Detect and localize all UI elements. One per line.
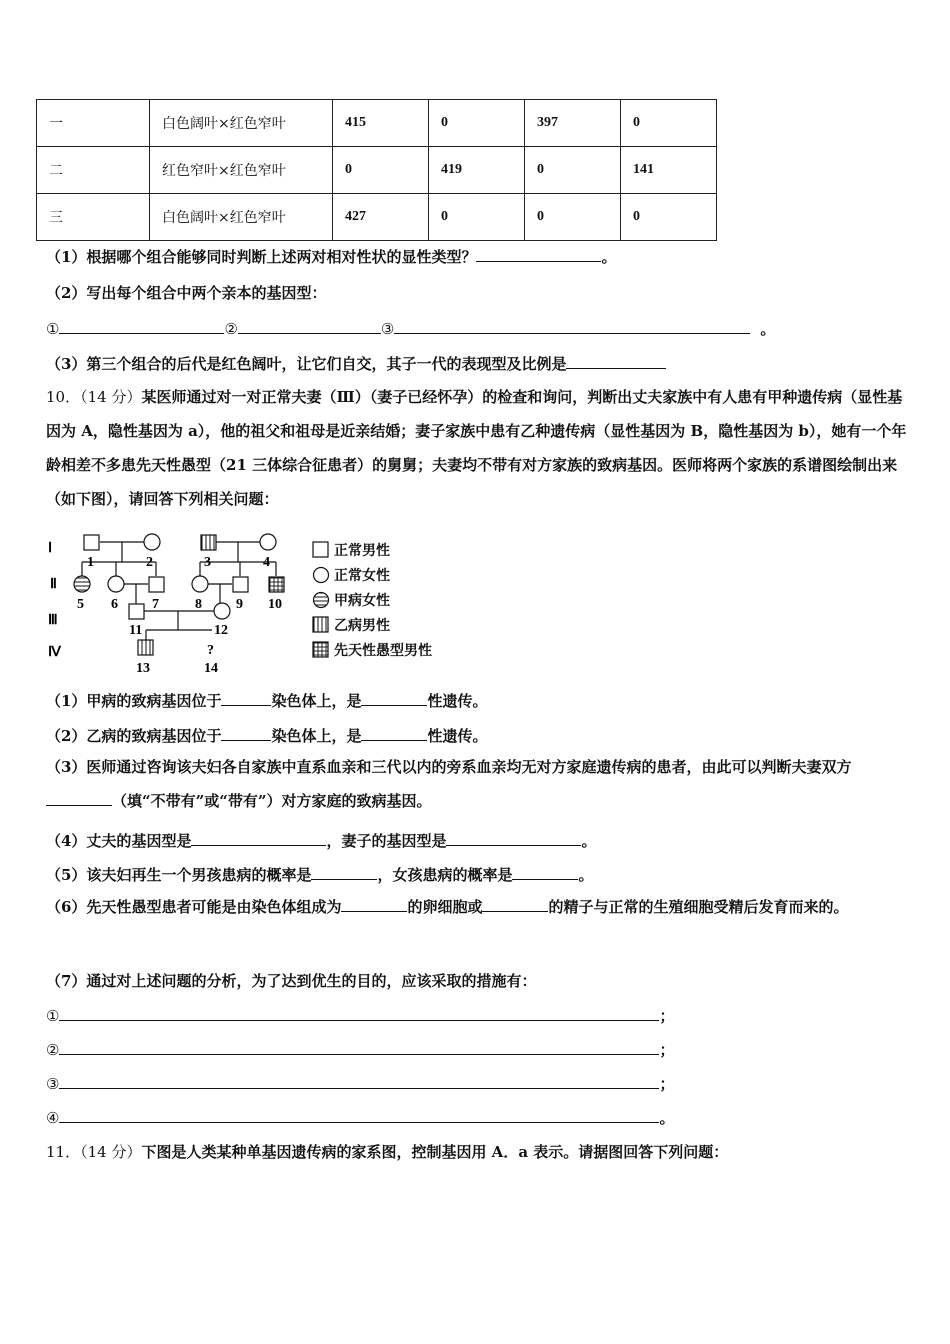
table-cell: 一 (37, 100, 150, 147)
pedigree-id: 6 (111, 597, 118, 612)
question-text: 某医师通过对一对正常夫妻（Ⅲ）（妻子已经怀孕）的检查和询问，判断出丈夫家族中有人患有甲种遗传病（显性基因为 A，隐性基因为 a），他的祖父和祖母是近亲结婚；妻子家族中患有乙种遗传病（显性基因为 B，隐性基因为 b），她有一个年龄相差不多患先天性愚型（21 三体综合征患者）的舅舅；夫妻均不带有对方家族的致病基因。医师将两个家族的系谱图绘制出来（如下图），请回答下列相关问题： (46, 388, 907, 508)
question-text: 染色体上，是 (271, 692, 362, 710)
table-cell: 0 (621, 100, 717, 147)
normal-male-icon (312, 541, 330, 559)
legend-item (312, 587, 432, 612)
q10-part2 (46, 725, 487, 746)
answer-blank[interactable] (59, 1040, 659, 1055)
question-number: 10．（14 分） (46, 388, 142, 406)
table-row (37, 100, 717, 147)
disease-b-male-icon (312, 616, 330, 634)
pedigree-node-down-syndrome-male (269, 577, 284, 592)
answer-blank[interactable] (394, 319, 750, 334)
answer-blank[interactable] (191, 831, 326, 846)
pedigree-node-normal-female (144, 534, 160, 550)
q10-part5 (46, 864, 593, 885)
table-cell: 0 (621, 194, 717, 241)
table-cell: 415 (333, 100, 429, 147)
table-cell: 红色窄叶×红色窄叶 (150, 147, 333, 194)
question-text: 染色体上，是 (271, 727, 362, 745)
question-text: （2）乙病的致病基因位于 (46, 727, 222, 745)
marker: ② (46, 1041, 60, 1059)
generation-label: Ⅱ (50, 577, 57, 592)
generation-label: Ⅰ (48, 541, 53, 556)
question-text: （3）第三个组合的后代是红色阔叶，让它们自交，其子一代的表现型及比例是 (46, 355, 567, 373)
q9-genotype-blanks (46, 318, 775, 339)
pedigree-chart (44, 532, 304, 682)
legend-item (312, 537, 432, 562)
question-text: 。 (578, 866, 594, 884)
pedigree-id: 11 (129, 623, 143, 638)
pedigree-node-normal-male (149, 577, 164, 592)
answer-blank[interactable] (482, 897, 548, 912)
answer-blank[interactable] (446, 831, 581, 846)
question-text: 下图是人类某种单基因遗传病的家系图，控制基因用 A．a 表示。请据图回答下列问题： (141, 1143, 729, 1161)
table-cell: 419 (429, 147, 525, 194)
table-cell: 0 (333, 147, 429, 194)
pedigree-id: 13 (136, 661, 150, 676)
legend-label: 正常女性 (334, 567, 390, 584)
answer-blank[interactable] (361, 691, 427, 706)
table-cell: 0 (525, 194, 621, 241)
measure-line (46, 1073, 674, 1094)
pedigree-id: 10 (268, 597, 282, 612)
q9-part3 (46, 353, 666, 374)
table-cell: 0 (525, 147, 621, 194)
pedigree-unknown: ? (207, 643, 214, 658)
pedigree-id: 2 (146, 555, 153, 570)
pedigree-id: 9 (236, 597, 243, 612)
answer-blank[interactable] (238, 319, 381, 334)
q11-intro (46, 1141, 728, 1162)
question-text: 。 (581, 832, 597, 850)
marker: ③ (46, 1075, 60, 1093)
table-cell: 397 (525, 100, 621, 147)
pedigree-node-normal-male (84, 535, 99, 550)
pedigree-id: 3 (204, 555, 211, 570)
legend-label: 先天性愚型男性 (334, 642, 432, 659)
question-text: （填“不带有”或“带有”）对方家庭的致病基因。 (112, 792, 432, 810)
pedigree-node-husband (129, 604, 144, 619)
measure-line (46, 1005, 674, 1026)
disease-a-female-icon (312, 591, 330, 609)
marker: ③ (380, 320, 395, 338)
pedigree-id: 12 (214, 623, 228, 638)
punct: ； (659, 1007, 675, 1025)
punct: 。 (659, 1109, 675, 1127)
answer-blank[interactable] (361, 726, 427, 741)
table-row (37, 147, 717, 194)
answer-blank[interactable] (221, 726, 271, 741)
table-cell: 白色阔叶×红色窄叶 (150, 194, 333, 241)
generation-label: Ⅲ (48, 613, 58, 628)
question-text: （3）医师通过咨询该夫妇各自家族中直系血亲和三代以内的旁系血亲均无对方家庭遗传病的患者，由此可以判断夫妻双方 (46, 758, 852, 776)
answer-blank[interactable] (512, 865, 578, 880)
legend-label: 乙病男性 (334, 617, 390, 634)
question-text: 性遗传。 (427, 727, 488, 745)
pedigree-node-normal-female (260, 534, 276, 550)
question-text: 性遗传。 (427, 692, 488, 710)
pedigree-id: 4 (263, 555, 270, 570)
q10-part7 (46, 970, 536, 991)
answer-blank[interactable] (476, 247, 601, 262)
question-text: ，女孩患病的概率是 (377, 866, 513, 884)
table-cell: 141 (621, 147, 717, 194)
q10-part4 (46, 830, 596, 851)
table-row (37, 194, 717, 241)
legend-item (312, 612, 432, 637)
pedigree-node-diseaseB-male (201, 535, 216, 550)
measure-line (46, 1107, 674, 1128)
question-text: （1）甲病的致病基因位于 (46, 692, 222, 710)
answer-blank[interactable] (59, 1108, 659, 1123)
marker: ① (46, 1007, 60, 1025)
question-text: （6）先天性愚型患者可能是由染色体组成为 (46, 898, 342, 916)
measure-line (46, 1039, 674, 1060)
legend-label: 甲病女性 (334, 592, 390, 609)
generation-label: Ⅳ (48, 645, 61, 660)
answer-blank[interactable] (566, 354, 666, 369)
legend-item (312, 637, 432, 662)
punct: 。 (760, 320, 776, 338)
pedigree-node-normal-male (233, 577, 248, 592)
legend-item (312, 562, 432, 587)
pedigree-node-diseaseA-female (74, 576, 90, 592)
question-text: （5）该夫妇再生一个男孩患病的概率是 (46, 866, 312, 884)
table-cell: 427 (333, 194, 429, 241)
answer-blank[interactable] (46, 791, 112, 806)
question-text: （7）通过对上述问题的分析，为了达到优生的目的，应该采取的措施有： (46, 972, 537, 990)
cross-results-table (36, 99, 717, 241)
marker: ② (224, 320, 238, 338)
pedigree-id: 1 (87, 555, 94, 570)
pedigree-id: 7 (152, 597, 159, 612)
pedigree-node-normal-female (108, 576, 124, 592)
answer-blank[interactable] (311, 865, 377, 880)
answer-blank[interactable] (221, 691, 271, 706)
pedigree-id: 14 (204, 661, 218, 676)
answer-blank[interactable] (59, 1006, 659, 1021)
down-syndrome-male-icon (312, 641, 330, 659)
q10-intro (46, 380, 908, 516)
punct: ； (659, 1041, 675, 1059)
table-cell: 0 (429, 194, 525, 241)
pedigree-node-wife (214, 603, 230, 619)
punct: 。 (601, 248, 617, 266)
pedigree-node-normal-female (192, 576, 208, 592)
normal-female-icon (312, 566, 330, 584)
question-text: ，妻子的基因型是 (326, 832, 447, 850)
q10-part1 (46, 690, 487, 711)
question-text: （1）根据哪个组合能够同时判断上述两对相对性状的显性类型？ (46, 248, 477, 266)
marker: ④ (46, 1109, 60, 1127)
pedigree-legend (312, 537, 432, 662)
q9-part2 (46, 282, 326, 303)
pedigree-id: 8 (195, 597, 202, 612)
answer-blank[interactable] (59, 319, 224, 334)
pedigree-id: 5 (77, 597, 84, 612)
punct: ； (659, 1075, 675, 1093)
table-cell: 0 (429, 100, 525, 147)
answer-blank[interactable] (341, 897, 407, 912)
table-cell: 白色阔叶×红色窄叶 (150, 100, 333, 147)
question-text: （2）写出每个组合中两个亲本的基因型： (46, 284, 327, 302)
q10-part3 (46, 750, 908, 818)
answer-blank[interactable] (59, 1074, 659, 1089)
question-number: 11．（14 分） (46, 1143, 142, 1161)
question-text: （4）丈夫的基因型是 (46, 832, 192, 850)
question-text: 的精子与正常的生殖细胞受精后发育而来的。 (548, 898, 849, 916)
q9-part1 (46, 246, 616, 267)
legend-label: 正常男性 (334, 542, 390, 559)
table-cell: 二 (37, 147, 150, 194)
marker: ① (46, 320, 60, 338)
table-cell: 三 (37, 194, 150, 241)
question-text: 的卵细胞或 (407, 898, 483, 916)
pedigree-node-diseaseB-male (138, 640, 153, 655)
q10-part6 (46, 890, 908, 924)
